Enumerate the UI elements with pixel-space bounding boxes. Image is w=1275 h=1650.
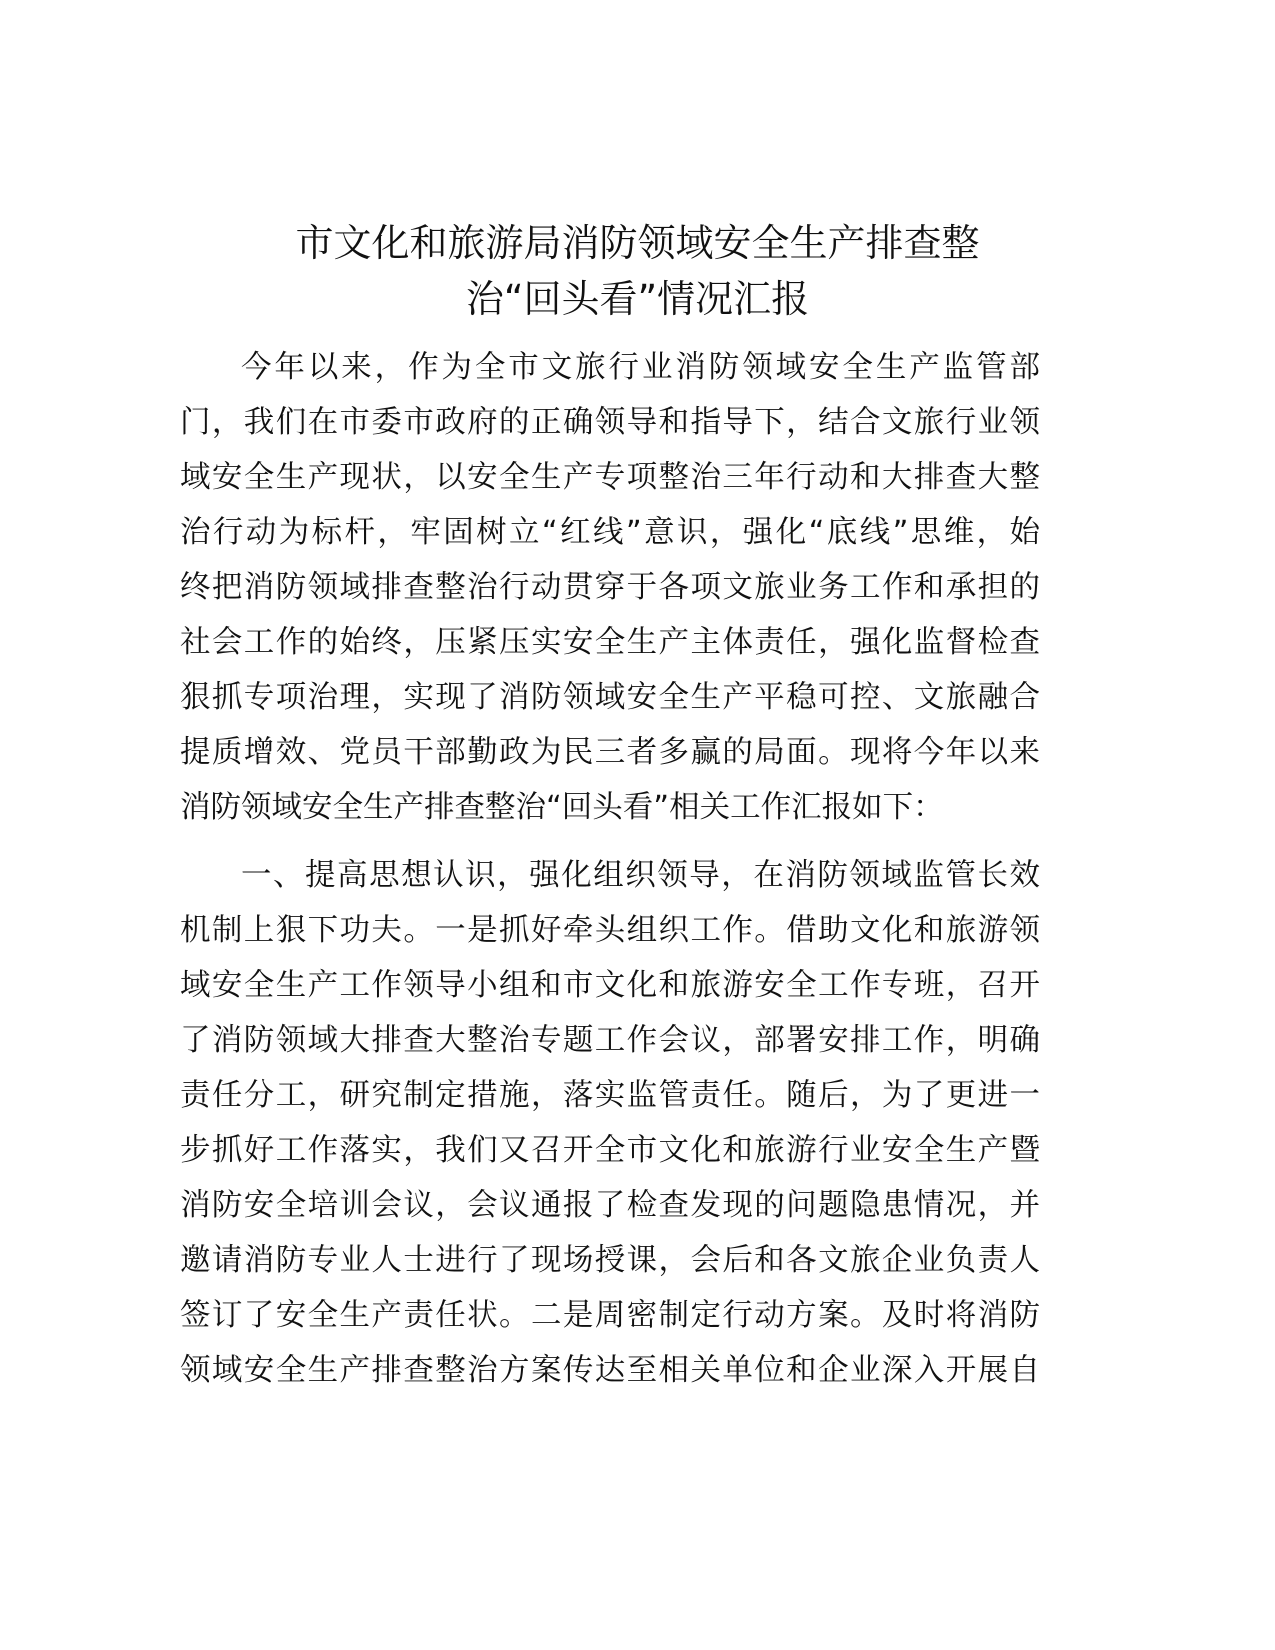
- text-line: 域安全生产现状，以安全生产专项整治三年行动和大排查大整: [180, 460, 1040, 495]
- text-line: 邀请消防专业人士进行了现场授课，会后和各文旅企业负责人: [180, 1243, 1040, 1278]
- paragraph-section-1: [180, 848, 1040, 1398]
- title-line-2: 治“回头看”情况汇报: [465, 277, 810, 321]
- section-heading-line: 一、提高思想认识，强化组织领导，在消防领域监管长效: [241, 858, 1040, 893]
- paragraph-intro: [180, 340, 1040, 835]
- text-line: 责任分工，研究制定措施，落实监管责任。随后，为了更进一: [180, 1078, 1040, 1113]
- text-line: 域安全生产工作领导小组和市文化和旅游安全工作专班，召开: [180, 968, 1040, 1003]
- text-line: 消防安全培训会议，会议通报了检查发现的问题隐患情况，并: [180, 1188, 1040, 1223]
- text-line: 消防领域安全生产排查整治“回头看”相关工作汇报如下：: [180, 790, 944, 825]
- document-body: [180, 340, 1040, 1398]
- text-line: 终把消防领域排查整治行动贯穿于各项文旅业务工作和承担的: [180, 570, 1040, 605]
- text-line: 签订了安全生产责任状。二是周密制定行动方案。及时将消防: [180, 1298, 1040, 1333]
- text-line: 提质增效、党员干部勤政为民三者多赢的局面。现将今年以来: [180, 735, 1040, 770]
- title-line-1: 市文化和旅游局消防领域安全生产排查整: [295, 221, 980, 265]
- text-line: 治行动为标杆，牢固树立“红线”意识，强化“底线”思维，始: [180, 515, 1040, 550]
- text-line: 今年以来，作为全市文旅行业消防领域安全生产监管部: [241, 350, 1040, 385]
- document-title: [0, 215, 1275, 327]
- text-line: 狠抓专项治理，实现了消防领域安全生产平稳可控、文旅融合: [180, 680, 1040, 715]
- text-line: 机制上狠下功夫。一是抓好牵头组织工作。借助文化和旅游领: [180, 913, 1040, 948]
- text-line: 门，我们在市委市政府的正确领导和指导下，结合文旅行业领: [180, 405, 1040, 440]
- text-line: 步抓好工作落实，我们又召开全市文化和旅游行业安全生产暨: [180, 1133, 1040, 1168]
- text-line: 了消防领域大排查大整治专题工作会议，部署安排工作，明确: [180, 1023, 1040, 1058]
- text-line: 领域安全生产排查整治方案传达至相关单位和企业深入开展自: [180, 1353, 1040, 1388]
- paragraph-spacer: [180, 835, 1040, 848]
- text-line: 社会工作的始终，压紧压实安全生产主体责任，强化监督检查: [180, 625, 1040, 660]
